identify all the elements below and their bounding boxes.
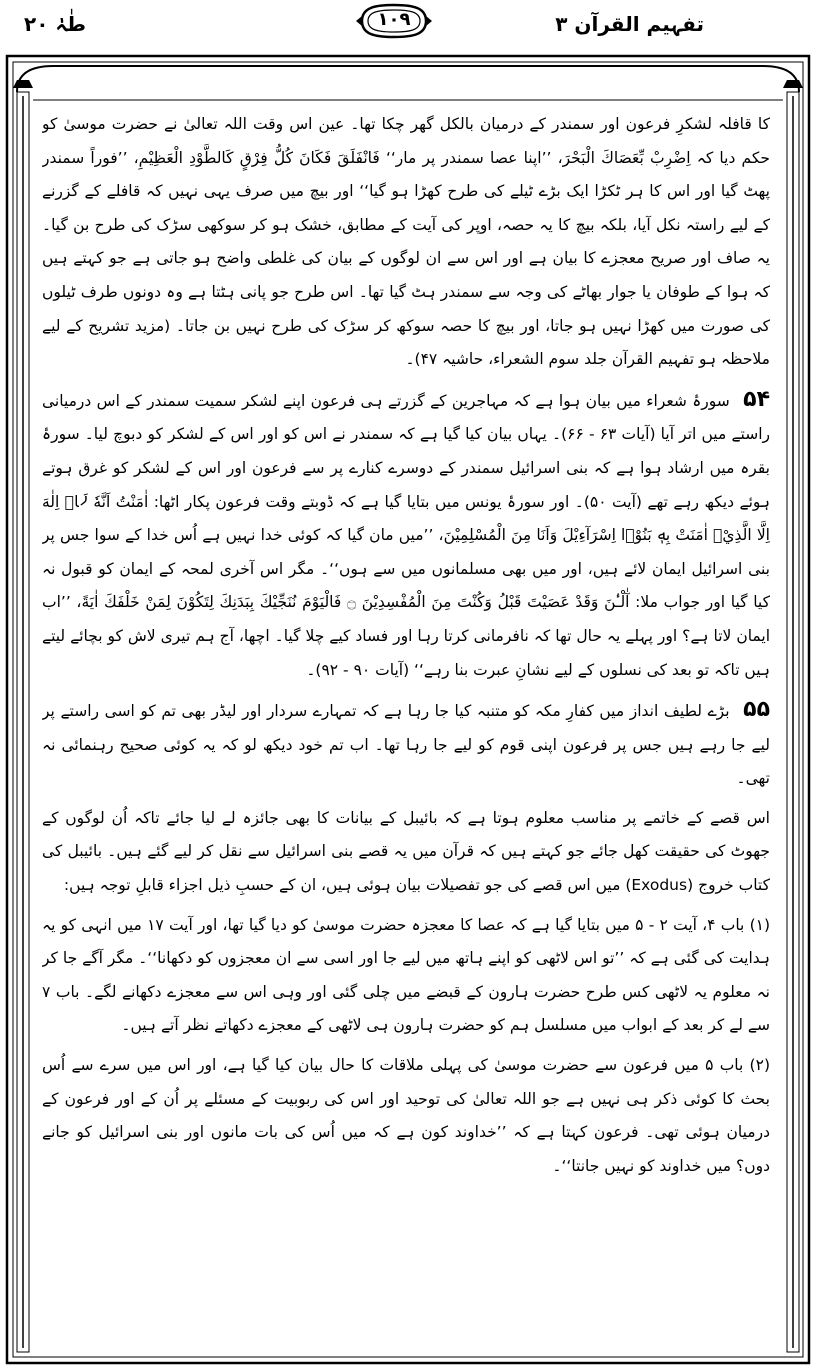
surah-label: طٰہٰ ۲۰ [24,12,86,36]
paragraph-1 [42,108,770,377]
page-content [42,108,770,1358]
paragraph-6 [42,1049,770,1183]
paragraph-text: کا قافلہ لشکرِ فرعون اور سمندر کے درمیان بالکل گھر چکا تھا۔ عین اس وقت اللہ تعالیٰ نے حضرت موسیٰ کو حکم دیا کہ اِضْرِبْ بِّعَصَاكَ الْبَحْرَ، ’’اپنا عصا سمندر پر مار‘‘ فَانْفَلَقَ فَكَانَ كُلُّ فِرْقٍ كَالطَّوْدِ الْعَظِيْمِ، ’’فوراً سمندر پھٹ گیا اور اس کا ہر ٹکڑا ایک بڑے ٹیلے کی طرح کھڑا ہو گیا‘‘ اور بیچ میں صرف یہی نہیں کہ قافلے کے گزرنے کے لیے راستہ نکل آیا، بلکہ بیچ کا یہ حصہ، اوپر کی آیت کے مطابق، خشک ہو کر سوکھی سڑک کی طرح بن گیا۔ یہ صاف اور صریح معجزے کا بیان ہے اور اس سے ان لوگوں کے بیان کی غلطی واضح ہو جاتی ہے جو کہتے ہیں کہ ہوا کے طوفان یا جوار بھاٹے کی وجہ سے سمندر ہٹ گیا تھا۔ اس طرح جو پانی ہٹتا ہے وہ دونوں طرف ٹیلوں کی صورت میں کھڑا نہیں ہو جاتا، اور بیچ کا حصہ سوکھ کر سڑک کی طرح نہیں بن جاتا۔ (مزید تشریح کے لیے ملاحظہ ہو تفہیم القرآن جلد سوم الشعراء، حاشیہ ۴۷)۔ [42,115,770,369]
page-number-badge [354,2,434,40]
paragraph-5 [42,909,770,1043]
footnote-number: ۵۴ [743,386,770,412]
book-title: تفہیم القرآن ۳ [555,12,704,36]
paragraph-text: اس قصے کے خاتمے پر مناسب معلوم ہوتا ہے کہ بائیبل کے بیانات کا بھی جائزہ لے لیا جائے تاکہ اُن لوگوں کے جھوٹ کی حقیقت کھل جائے جو کہتے ہیں کہ قرآن میں یہ قصے بنی اسرائیل سے نقل کر لیے گئے ہیں۔ بائیبل کی کتاب خروج (Exodus) میں اس قصے کی جو تفصیلات بیان ہوئی ہیں، ان کے حسبِ ذیل اجزاء قابلِ توجہ ہیں: [42,808,770,895]
footnote-number: ۵۵ [743,697,770,723]
page-number: ۱۰۹ [377,9,411,30]
paragraph-text: (۱) باب ۴، آیت ۲ - ۵ میں بتایا گیا ہے کہ عصا کا معجزہ حضرت موسیٰ کو دیا گیا تھا، اور آیت ۱۷ میں انہی کو یہ ہدایت کی گئی ہے کہ ’’تو اس لاٹھی کو اپنے ہاتھ میں لیے جا اور اسی سے ان معجزوں کو دکھانا‘‘۔ مگر آگے جا کر نہ معلوم یہ لاٹھی کس طرح حضرت ہارون کے قبضے میں چلی گئی اور وہی اس سے معجزے دکھانے لگے۔ باب ۷ سے لے کر بعد کے ابواب میں مسلسل ہم کو حضرت ہارون ہی لاٹھی کے معجزے دکھاتے نظر آتے ہیں۔ [42,915,770,1035]
paragraph-4 [42,802,770,903]
paragraph-text: (۲) باب ۵ میں فرعون سے حضرت موسیٰ کی پہلی ملاقات کا حال بیان کیا گیا ہے، اور اس میں سرے سے اُس بحث کا کوئی ذکر ہی نہیں ہے جو اللہ تعالیٰ کی توحید اور اس کی ربوبیت کے مسئلے پر اُن کے اور فرعون کے درمیان ہوئی تھی۔ فرعون کہتا ہے کہ ’’خداوند کون ہے کہ میں اُس کی بات مانوں اور بنی اسرائیل کو جانے دوں؟ میں خداوند کو نہیں جانتا‘‘۔ [42,1056,770,1175]
footnote-54 [42,383,770,687]
page-header [0,0,816,50]
footnote-55 [42,693,770,796]
paragraph-text: بڑے لطیف انداز میں کفارِ مکہ کو متنبہ کیا جا رہا ہے کہ تمہارے سردار اور لیڈر بھی تم کو اسی راستے پر لیے جا رہے ہیں جس پر فرعون اپنی قوم کو لیے جا رہا تھا۔ اب تم خود دیکھ لو کہ یہ کوئی صحیح رہنمائی نہ تھی۔ [42,702,770,788]
paragraph-text: سورۂ شعراء میں بیان ہوا ہے کہ مہاجرین کے گزرتے ہی فرعون اپنے لشکر سمیت سمندر کے اس درمیانی راستے میں اتر آیا (آیات ۶۳ - ۶۶)۔ یہاں بیان کیا گیا ہے کہ سمندر نے اس کو اور اس کے لشکر کو دبوچ لیا۔ سورۂ بقرہ میں ارشاد ہوا ہے کہ بنی اسرائیل سمندر کے دوسرے کنارے پر سے فرعون اور اس کے لشکر کو غرق ہوتے ہوئے دیکھ رہے تھے (آیت ۵۰)۔ اور سورۂ یونس میں بتایا گیا ہے کہ ڈوبتے وقت فرعون پکار اٹھا: اٰمَنْتُ اَنَّهٗ لَاۤ اِلٰهَ اِلَّا الَّذِيْۤ اٰمَنَتْ بِهٖ بَنُوْۤا اِسْرَآءِيْلَ وَاَنَا مِنَ الْمُسْلِمِيْنَ، ’’میں مان گیا کہ کوئی خدا نہیں ہے اُس خدا کے سوا جس پر بنی اسرائیل ایمان لائے ہیں، اور میں بھی مسلمانوں میں سے ہوں‘‘۔ مگر اس آخری لمحہ کے ایمان کو قبول نہ کیا گیا اور جواب ملا: آٰلْـٰٔنَ وَقَدْ عَصَيْتَ قَبْلُ وَكُنْتَ مِنَ الْمُفْسِدِيْنَ ۝ فَالْيَوْمَ نُنَجِّيْكَ بِبَدَنِكَ لِتَكُوْنَ لِمَنْ خَلْفَكَ اٰيَةً، ’’اب ایمان لاتا ہے؟ اور پہلے یہ حال تھا کہ نافرمانی کرتا رہا اور فساد کیے چلا گیا۔ اچھا، آج ہم تیری لاش کو بچائے لیتے ہیں تاکہ تو بعد کی نسلوں کے لیے نشانِ عبرت بنا رہے‘‘ (آیات ۹۰ - ۹۲)۔ [42,391,770,679]
